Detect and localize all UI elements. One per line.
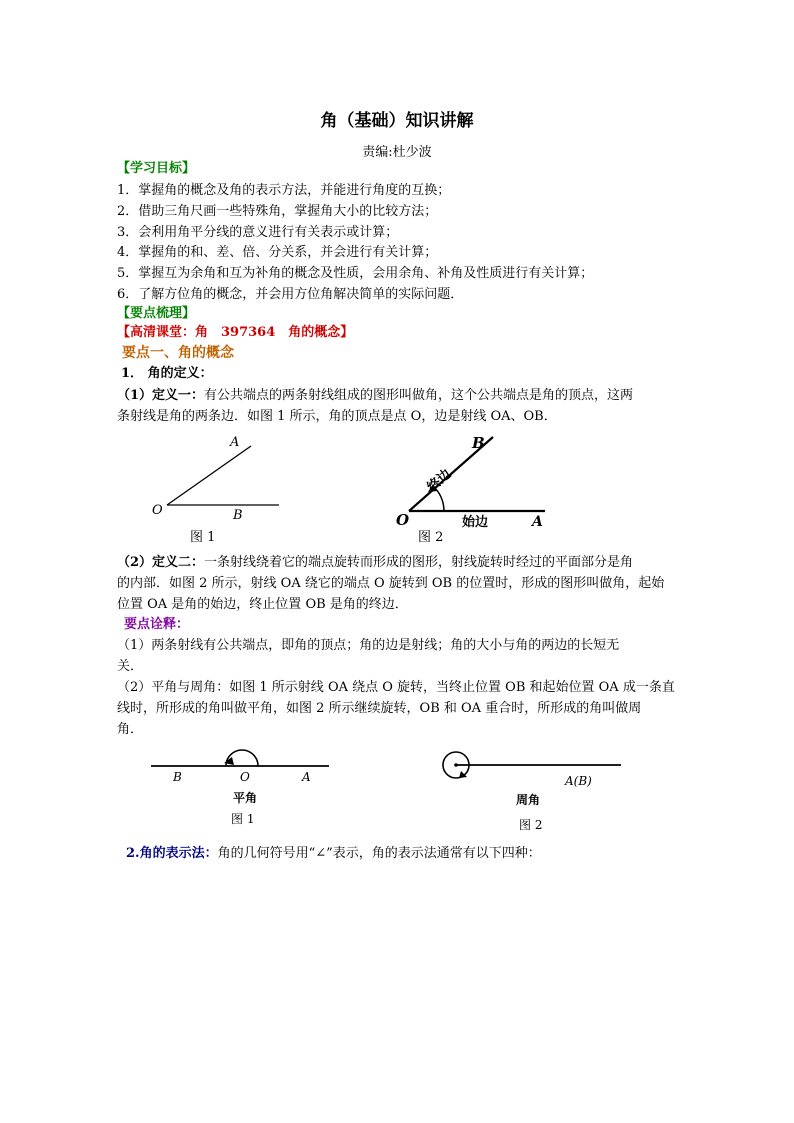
full-angle-name: 周角 <box>516 793 541 807</box>
fig2-label-o: O <box>396 511 410 529</box>
goal-item: 2．借助三角尺画一些特殊角，掌握角大小的比较方法； <box>117 204 438 219</box>
editor-credit: 责编:杜少波 <box>362 145 432 160</box>
definition-one-label: （1）定义一： <box>117 388 205 403</box>
definition-one-text: 有公共端点的两条射线组成的图形叫做角，这个公共端点是角的顶点，这两 <box>204 388 634 403</box>
definition-one-text-2: 条射线是角的两条边．如图 1 所示，角的顶点是点 O，边是射线 OA、OB． <box>117 409 557 424</box>
fig1-label-o: O <box>152 503 163 518</box>
fig1-label-a: A <box>230 435 240 450</box>
figure-straight-and-full-angle <box>0 740 794 840</box>
goal-item: 5．掌握互为余角和互为补角的概念及性质，会用余角、补角及性质进行有关计算； <box>117 266 594 281</box>
fig1-caption: 图 1 <box>190 530 216 545</box>
notes-header: 要点诠释： <box>124 617 190 632</box>
fig1-label-b: B <box>233 508 243 523</box>
straight-label-a: A <box>302 770 311 784</box>
straight-label-b: B <box>173 770 182 784</box>
definition-one-line <box>117 387 633 405</box>
definition-two-line <box>117 554 633 572</box>
goal-item: 6．了解方位角的概念，并会用方位角解决简单的实际问题． <box>117 287 464 302</box>
note-one: （1）两条射线有公共端点，即角的顶点；角的边是射线；角的大小与角的两边的长短无 <box>117 638 620 653</box>
note-two-cont-2: 角． <box>117 722 144 737</box>
definition-two-text-3: 位置 OA 是角的始边，终止位置 OB 是角的终边． <box>117 597 408 612</box>
goal-item: 3．会利用角平分线的意义进行有关表示或计算； <box>117 225 399 240</box>
goals-header: 【学习目标】 <box>117 161 196 176</box>
fig2-label-a: A <box>532 514 543 530</box>
representation-line <box>126 845 541 863</box>
fig2-label-b: B <box>472 434 485 452</box>
goal-item: 1．掌握角的概念及角的表示方法，并能进行角度的互换； <box>117 183 451 198</box>
straight-caption: 图 1 <box>231 812 255 826</box>
representation-label: 2.角的表示法： <box>126 846 218 861</box>
note-one-cont: 关． <box>117 659 144 674</box>
class-link[interactable]: 【高清课堂：角 397364 角的概念】 <box>117 325 354 340</box>
goal-item: 4．掌握角的和、差、倍、分关系，并会进行有关计算； <box>117 245 438 260</box>
definition-two-text-2: 的内部．如图 2 所示，射线 OA 绕它的端点 O 旋转到 OB 的位置时，形成的图形叫做角，起始 <box>117 576 665 591</box>
fig2-start-side-label: 始边 <box>462 515 489 530</box>
figure-angle-definition <box>0 430 794 550</box>
representation-text: 角的几何符号用“∠”表示，角的表示法通常有以下四种： <box>217 846 541 861</box>
full-caption: 图 2 <box>519 818 543 832</box>
fig2-caption: 图 2 <box>418 530 444 545</box>
straight-label-o: O <box>240 770 250 784</box>
page-title: 角（基础）知识讲解 <box>320 111 474 131</box>
note-two: （2）平角与周角：如图 1 所示射线 OA 绕点 O 旋转，当终止位置 OB 和起始位置 OA 成一条直 <box>117 680 675 695</box>
definition-two-text: 一条射线绕着它的端点旋转而形成的图形，射线旋转时经过的平面部分是角 <box>204 555 634 570</box>
points-header: 【要点梳理】 <box>117 306 196 321</box>
definition-two-label: （2）定义二： <box>117 555 205 570</box>
full-label-ab: A(B) <box>565 774 592 788</box>
fig2-end-side-label: 终边 <box>424 466 455 496</box>
straight-angle-name: 平角 <box>233 791 258 805</box>
section-heading: 要点一、角的概念 <box>122 345 234 361</box>
definition-heading: 1． 角的定义： <box>121 366 213 381</box>
note-two-cont: 线时，所形成的角叫做平角，如图 2 所示继续旋转，OB 和 OA 重合时，所形成的角叫做周 <box>117 701 642 716</box>
